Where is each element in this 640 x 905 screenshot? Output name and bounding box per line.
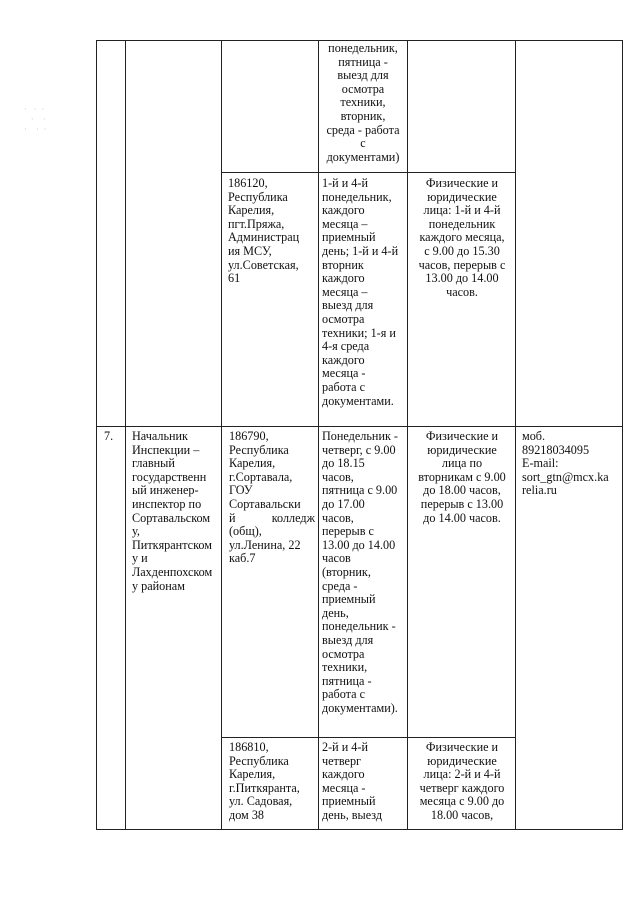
row-number-cell: 7. xyxy=(104,429,114,443)
position-cell: Начальник Инспекции – главный государственн ый инженер- инспектор по Сортавальском у, Питкярантском у и Лахденпохском у районам xyxy=(132,429,213,593)
subrow-divider xyxy=(221,172,515,173)
column-divider xyxy=(221,40,222,830)
table-border-bottom xyxy=(96,829,623,830)
schedule-cell-pitkyaranta: 2-й и 4-й четверг каждого месяца - приемный день, выезд xyxy=(322,740,383,822)
email-address: sort_gtn@mcx.ka xyxy=(522,469,609,484)
contacts-cell: моб. 89218034095 E-mail: sort_gtn@mcx.ka relia.ru xyxy=(522,430,620,498)
reception-cell-pitkyaranta: Физические и юридические лица: 2-й и 4-й четверг каждого месяца с 9.00 до 18.00 часов, xyxy=(419,740,505,822)
subrow-divider xyxy=(221,737,515,738)
reception-cell-sortavala: Физические и юридические лица по вторникам с 9.00 до 18.00 часов, перерыв с 13.00 до 14.00 часов. xyxy=(418,429,506,525)
schedule-cell-pryazha: 1-й и 4-й понедельник, каждого месяца – приемный день; 1-й и 4-й вторник каждого месяца – выезд для осмотра техники; 1-я и 4-я среда каждого месяца - работа с документами. xyxy=(322,176,399,408)
column-divider xyxy=(407,40,408,830)
reception-cell-pryazha: Физические и юридические лица: 1-й и 4-й понедельник каждого месяца, с 9.00 до 15.30 часов, перерыв с 13.00 до 14.00 часов. xyxy=(418,176,506,299)
column-divider xyxy=(515,40,516,830)
address-cell-pitkyaranta: 186810, Республика Карелия, г.Питкяранта, ул. Садовая, дом 38 xyxy=(229,740,300,822)
schedule-cell-sortavala: Понедельник - четверг, с 9.00 до 18.15 часов, пятница с 9.00 до 17.00 часов, перерыв с 13.00 до 14.00 часов (вторник, среда - приемный день, понедельник - выезд для осмотра техники, пятница - работа с документами). xyxy=(322,429,398,715)
continued-schedule-cell: понедельник, пятница - выезд для осмотра техники, вторник, среда - работа с документами) xyxy=(326,41,400,164)
column-divider xyxy=(318,40,319,830)
row-divider xyxy=(96,426,623,427)
table-border-left xyxy=(96,40,97,830)
scan-artifact: · · · · · · · · xyxy=(24,104,47,134)
table-border-right xyxy=(622,40,623,830)
address-cell-pryazha: 186120, Республика Карелия, пгт.Пряжа, Администрац ия МСУ, ул.Советская, 61 xyxy=(228,176,300,286)
address-cell-sortavala: 186790, Республика Карелия, г.Сортавала, ГОУ Сортавальски й колледж (общ), ул.Ленина, 22 каб.7 xyxy=(229,429,315,566)
column-divider xyxy=(125,40,126,830)
